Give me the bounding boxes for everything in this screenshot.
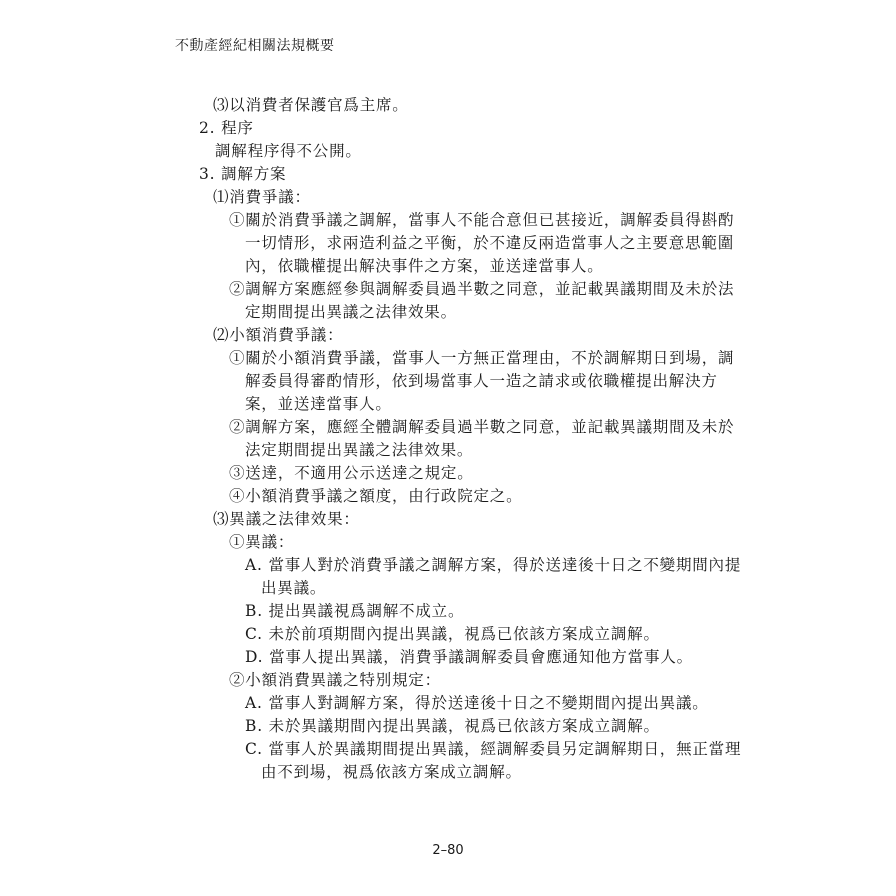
text-line: C. 當事人於異議期間提出異議，經調解委員另定調解期日，無正當理 — [245, 740, 742, 758]
text-line: ②小額消費異議之特別規定： — [229, 671, 441, 689]
text-line: ①關於消費爭議之調解，當事人不能合意但已甚接近，調解委員得斟酌 — [229, 211, 735, 229]
text-line: 解委員得審酌情形，依到場當事人一造之請求或依職權提出解決方 — [245, 372, 718, 390]
text-line: 由不到場，視爲依該方案成立調解。 — [261, 763, 522, 781]
text-line: ②調解方案應經參與調解委員過半數之同意，並記載異議期間及未於法 — [229, 280, 735, 298]
text-line: ①異議： — [229, 533, 295, 551]
text-line: A. 當事人對於消費爭議之調解方案，得於送達後十日之不變期間內提 — [245, 556, 742, 574]
text-line: C. 未於前項期間內提出異議，視爲已依該方案成立調解。 — [245, 625, 660, 643]
section-heading: 2. 程序 — [199, 119, 254, 137]
text-line: 定期間提出異議之法律效果。 — [245, 303, 457, 321]
text-line: B. 提出異議視爲調解不成立。 — [245, 602, 465, 620]
subsection-heading: ⑶異議之法律效果： — [213, 510, 360, 528]
section-heading: 3. 調解方案 — [199, 165, 287, 183]
text-line: ②調解方案，應經全體調解委員過半數之同意，並記載異議期間及未於 — [229, 418, 735, 436]
text-line: ③送達，不適用公示送達之規定。 — [229, 464, 474, 482]
text-line: 案，並送達當事人。 — [245, 395, 392, 413]
text-line: A. 當事人對調解方案，得於送達後十日之不變期間內提出異議。 — [245, 694, 709, 712]
text-line: 出異議。 — [261, 579, 327, 597]
page-number: 2–80 — [432, 843, 464, 858]
text-line: D. 當事人提出異議，消費爭議調解委員會應通知他方當事人。 — [245, 648, 693, 666]
text-line: ④小額消費爭議之額度，由行政院定之。 — [229, 487, 523, 505]
running-header: 不動產經紀相關法規概要 — [175, 38, 335, 54]
subsection-heading: ⑵小額消費爭議： — [213, 326, 344, 344]
text-line: ⑶以消費者保護官爲主席。 — [213, 96, 409, 114]
subsection-heading: ⑴消費爭議： — [213, 188, 311, 206]
text-line: 調解程序得不公開。 — [215, 142, 362, 160]
text-line: 內，依職權提出解決事件之方案，並送達當事人。 — [245, 257, 604, 275]
text-line: 一切情形，求兩造利益之平衡，於不違反兩造當事人之主要意思範圍 — [245, 234, 735, 252]
text-line: 法定期間提出異議之法律效果。 — [245, 441, 474, 459]
text-line: B. 未於異議期間內提出異議，視爲已依該方案成立調解。 — [245, 717, 660, 735]
text-line: ①關於小額消費爭議，當事人一方無正當理由，不於調解期日到場，調 — [229, 349, 735, 367]
